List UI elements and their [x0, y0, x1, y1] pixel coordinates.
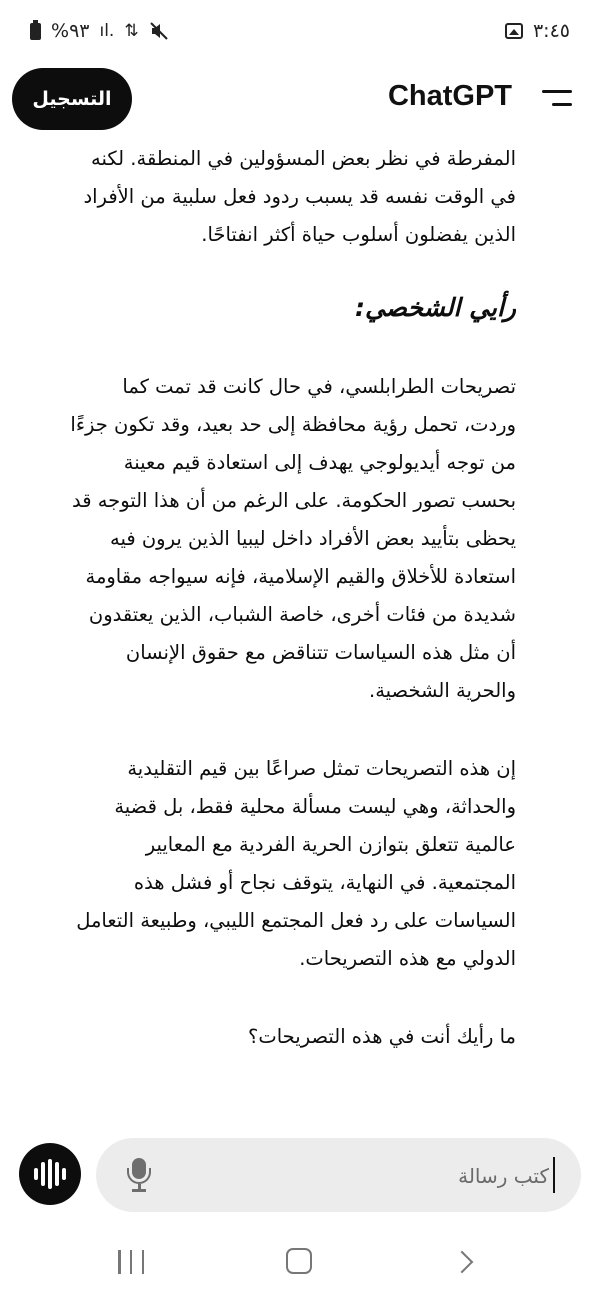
voice-mode-button[interactable]: [19, 1143, 81, 1205]
status-right: [505, 20, 570, 42]
section-heading: رأيي الشخصي:: [354, 293, 516, 322]
data-icon: ⇅: [124, 20, 139, 41]
gallery-icon: [505, 23, 523, 39]
mute-icon: [149, 21, 169, 41]
battery-level: %٩٣: [51, 20, 90, 42]
status-time: ٣:٤٥: [532, 20, 570, 42]
back-icon[interactable]: [451, 1251, 474, 1274]
status-left: [30, 20, 169, 42]
text-cursor: [553, 1157, 555, 1193]
status-bar: [0, 0, 600, 62]
recents-icon[interactable]: [118, 1250, 144, 1274]
message-input[interactable]: [167, 1156, 551, 1196]
assistant-message: [70, 140, 516, 1056]
message-paragraph-2: إن هذه التصريحات تمثل صراعًا بين قيم التقليدية والحداثة، وهي ليست مسألة محلية فقط، بل قضية عالمية تتعلق بتوازن الحرية الفردية مع المعايير المجتمعية. في النهاية، يتوقف نجاح أو فشل هذه السياسات على رد فعل المجتمع الليبي، وطبيعة التعامل الدولي مع هذه التصريحات.: [76, 757, 516, 970]
system-nav-bar: [0, 1228, 600, 1300]
message-text-lead: المفرطة في نظر بعض المسؤولين في المنطقة. لكنه في الوقت نفسه قد يسبب ردود فعل سلبية من الأفراد الذين يفضلون أسلوب حياة أكثر انفتاحًا.: [83, 147, 516, 246]
home-icon[interactable]: [286, 1248, 312, 1274]
message-composer: [96, 1138, 581, 1212]
microphone-icon[interactable]: [124, 1158, 154, 1192]
app-title: ChatGPT: [387, 80, 512, 112]
battery-icon: [30, 23, 41, 40]
app-header: [0, 66, 600, 132]
signal-icon: ıl.: [99, 20, 115, 41]
menu-icon[interactable]: [540, 86, 572, 112]
message-question: ما رأيك أنت في هذه التصريحات؟: [248, 1025, 516, 1048]
signup-button[interactable]: التسجيل: [12, 68, 132, 130]
message-paragraph-1: تصريحات الطرابلسي، في حال كانت قد تمت كما وردت، تحمل رؤية محافظة إلى حد بعيد، وقد تكون جزءًا من توجه أيديولوجي يهدف إلى استعادة قيم معينة بحسب تصور الحكومة. على الرغم من أن هذا التوجه قد يحظى بتأييد بعض الأفراد داخل ليبيا الذين يرون فيه استعادة للأخلاق والقيم الإسلامية، فإنه سيواجه مقاومة شديدة من فئات أخرى، خاصة الشباب، الذين يعتقدون أن مثل هذه السياسات تتناقض مع حقوق الإنسان والحرية الشخصية.: [70, 375, 516, 702]
